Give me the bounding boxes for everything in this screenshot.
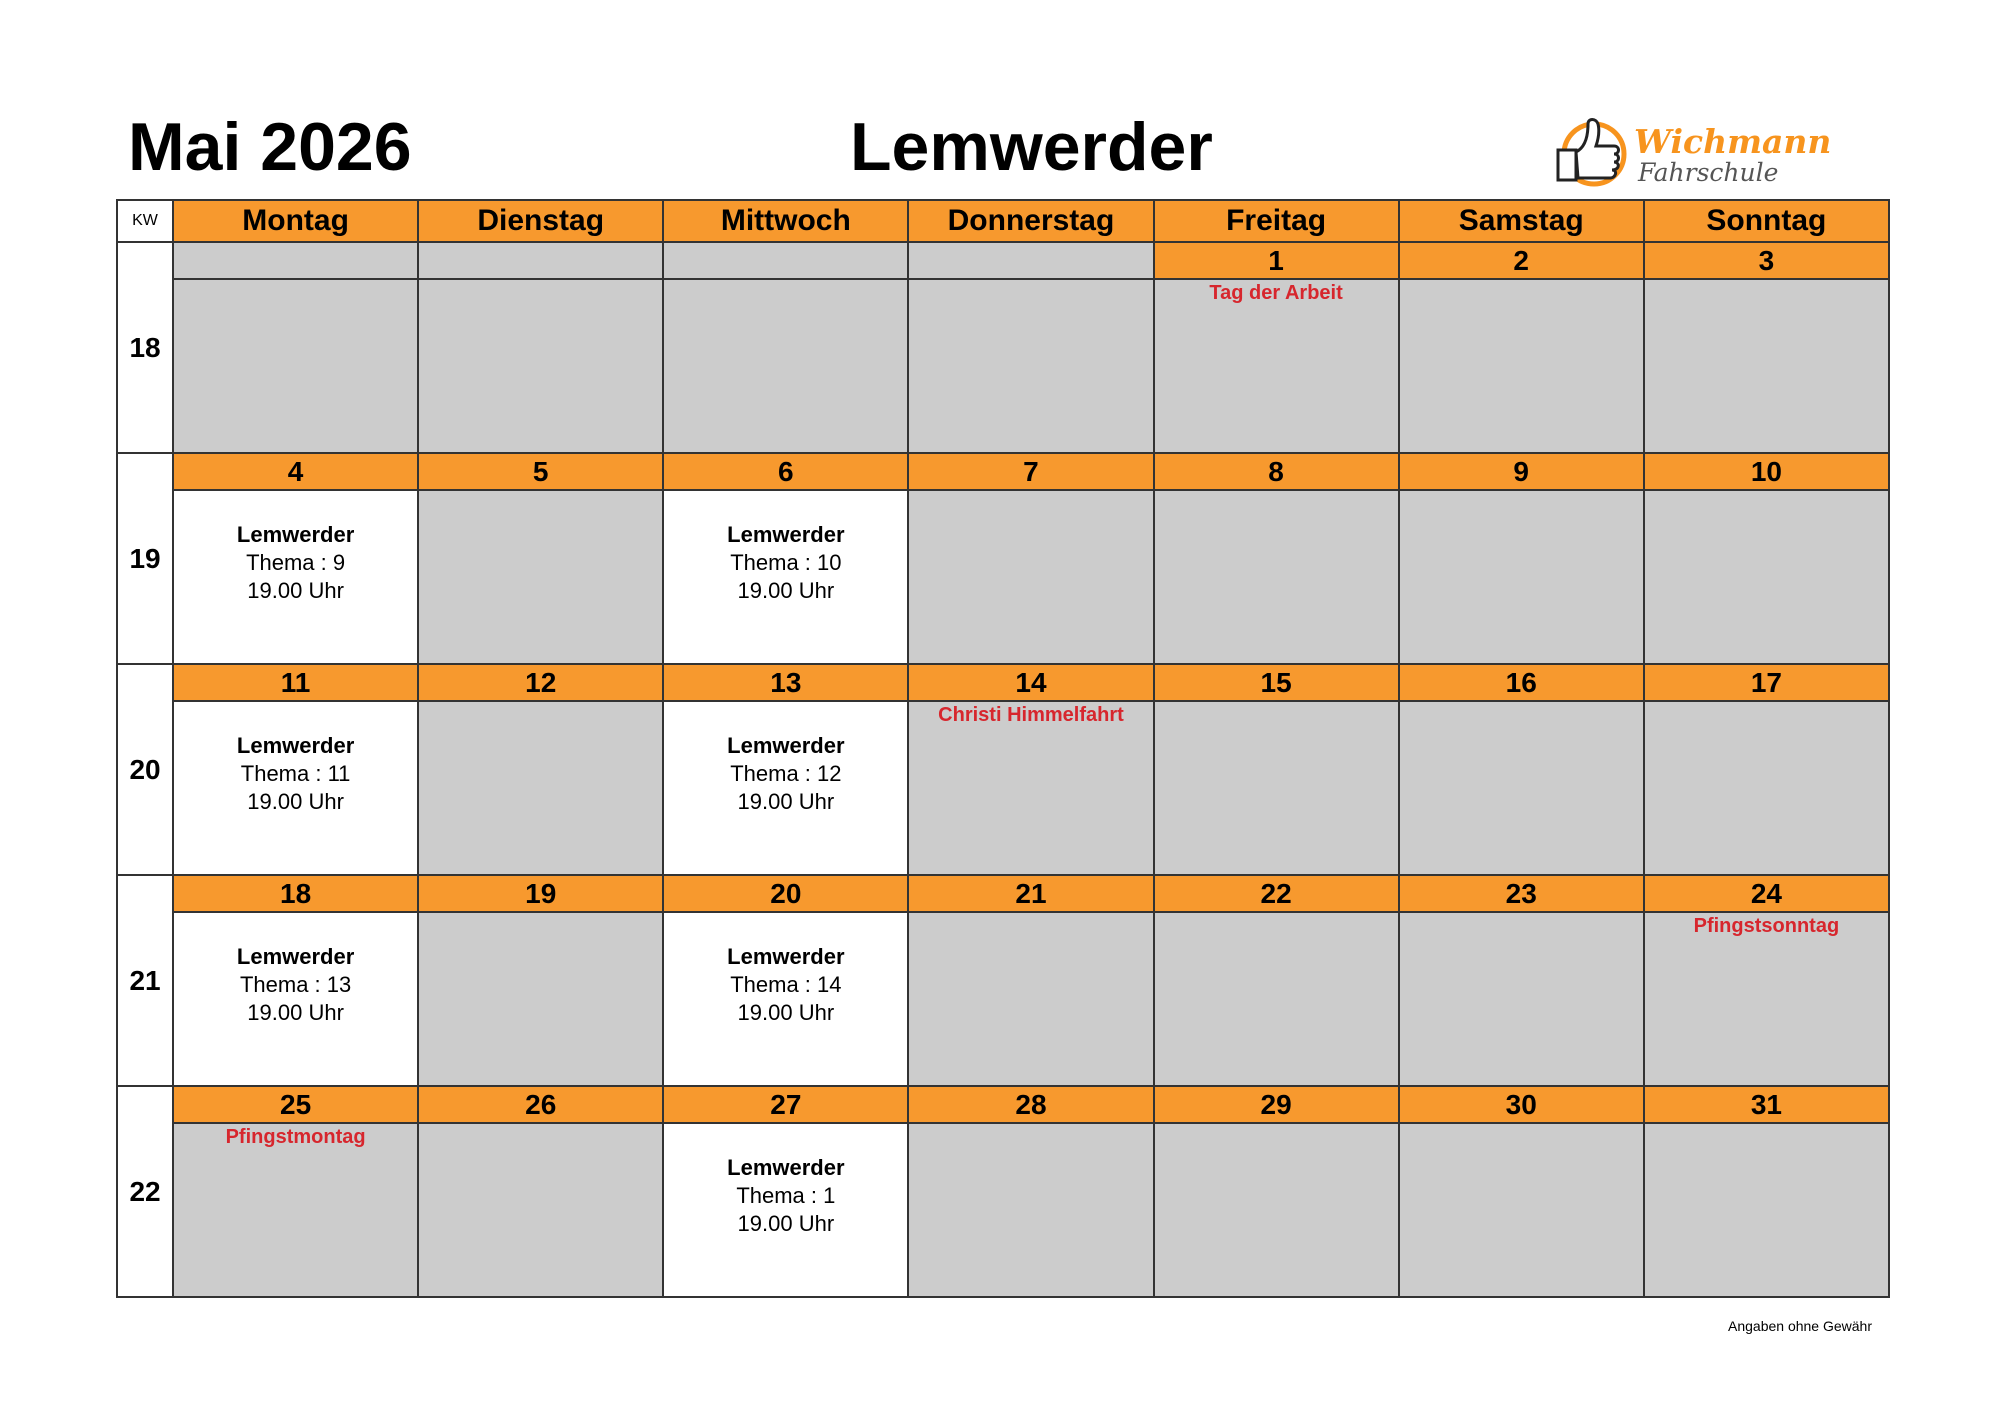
day-cell — [173, 1123, 418, 1297]
date-number: 28 — [908, 1086, 1153, 1123]
week-number: 20 — [117, 664, 173, 875]
date-number — [908, 242, 1153, 279]
location-title: Lemwerder — [850, 109, 1213, 185]
date-number: 4 — [173, 453, 418, 490]
date-number: 25 — [173, 1086, 418, 1123]
date-number: 10 — [1644, 453, 1889, 490]
month-title: Mai 2026 — [128, 109, 412, 185]
day-cell — [908, 701, 1153, 875]
event-topic: Thema : 9 — [246, 550, 346, 575]
date-number: 19 — [418, 875, 663, 912]
day-cell — [1644, 279, 1889, 453]
event-time: 19.00 Uhr — [737, 578, 835, 603]
date-number: 17 — [1644, 664, 1889, 701]
day-cell — [1154, 490, 1399, 664]
weekday-header: Dienstag — [418, 200, 663, 242]
lesson-event — [174, 943, 417, 1027]
date-number: 26 — [418, 1086, 663, 1123]
kw-header: KW — [117, 200, 173, 242]
day-cell — [418, 490, 663, 664]
day-content-row — [117, 490, 1889, 664]
event-location: Lemwerder — [727, 733, 845, 758]
day-cell — [1399, 701, 1644, 875]
date-number: 27 — [663, 1086, 908, 1123]
date-number: 20 — [663, 875, 908, 912]
date-row — [117, 1086, 1889, 1123]
event-location: Lemwerder — [236, 944, 355, 969]
day-cell — [1154, 279, 1399, 453]
date-number: 29 — [1154, 1086, 1399, 1123]
calendar — [116, 199, 1890, 1314]
date-number: 21 — [908, 875, 1153, 912]
event-time: 19.00 Uhr — [737, 1211, 835, 1236]
day-cell — [663, 701, 908, 875]
event-topic: Thema : 13 — [239, 972, 352, 997]
week-number: 22 — [117, 1086, 173, 1297]
event-time: 19.00 Uhr — [247, 789, 344, 814]
date-number — [663, 242, 908, 279]
lesson-event — [664, 943, 907, 1027]
day-cell — [418, 1123, 663, 1297]
date-number — [418, 242, 663, 279]
date-number: 30 — [1399, 1086, 1644, 1123]
event-topic: Thema : 11 — [240, 761, 351, 786]
date-number: 2 — [1399, 242, 1644, 279]
day-cell — [173, 912, 418, 1086]
date-number: 11 — [173, 664, 418, 701]
logo-name: Wichmann — [1634, 122, 1832, 161]
date-number: 31 — [1644, 1086, 1889, 1123]
day-cell — [1644, 701, 1889, 875]
weekday-header: Montag — [173, 200, 418, 242]
day-content-row — [117, 912, 1889, 1086]
weekday-header-row — [117, 200, 1889, 242]
holiday-label: Pfingstmontag — [225, 1126, 366, 1148]
day-cell — [908, 490, 1153, 664]
lesson-event — [174, 732, 417, 816]
date-row — [117, 453, 1889, 490]
event-topic: Thema : 1 — [736, 1183, 836, 1208]
day-cell — [1399, 279, 1644, 453]
date-number: 5 — [418, 453, 663, 490]
event-location: Lemwerder — [236, 733, 355, 758]
event-time: 19.00 Uhr — [737, 1000, 835, 1025]
thumbs-up-icon — [1548, 110, 1628, 188]
date-number: 9 — [1399, 453, 1644, 490]
week-number: 19 — [117, 453, 173, 664]
weekday-header: Mittwoch — [663, 200, 908, 242]
day-cell — [1154, 1123, 1399, 1297]
day-cell — [1154, 912, 1399, 1086]
date-number: 12 — [418, 664, 663, 701]
weekday-header: Freitag — [1154, 200, 1399, 242]
weekday-header: Samstag — [1399, 200, 1644, 242]
date-row — [117, 664, 1889, 701]
date-number: 3 — [1644, 242, 1889, 279]
lesson-event — [664, 732, 907, 816]
disclaimer: Angaben ohne Gewähr — [1728, 1318, 1872, 1334]
weekday-header: Sonntag — [1644, 200, 1889, 242]
event-time: 19.00 Uhr — [247, 578, 344, 603]
holiday-label: Christi Himmelfahrt — [938, 704, 1124, 726]
week-number: 21 — [117, 875, 173, 1086]
logo-subtitle: Fahrschule — [1638, 158, 1779, 187]
weekday-header: Donnerstag — [908, 200, 1153, 242]
day-cell — [1399, 490, 1644, 664]
event-location: Lemwerder — [727, 944, 845, 969]
day-cell — [1644, 912, 1889, 1086]
day-cell — [908, 912, 1153, 1086]
event-topic: Thema : 14 — [730, 972, 842, 997]
date-number — [173, 242, 418, 279]
date-number: 8 — [1154, 453, 1399, 490]
day-content-row — [117, 701, 1889, 875]
date-number: 1 — [1154, 242, 1399, 279]
event-location: Lemwerder — [727, 1155, 845, 1180]
day-content-row — [117, 279, 1889, 453]
event-location: Lemwerder — [727, 522, 845, 547]
logo — [1548, 110, 1868, 190]
date-number: 24 — [1644, 875, 1889, 912]
day-cell — [908, 1123, 1153, 1297]
day-cell — [1644, 490, 1889, 664]
date-number: 16 — [1399, 664, 1644, 701]
lesson-event — [664, 521, 907, 605]
lesson-event — [664, 1154, 907, 1238]
day-cell — [418, 912, 663, 1086]
day-cell — [663, 279, 908, 453]
date-number: 15 — [1154, 664, 1399, 701]
lesson-event — [174, 521, 417, 605]
date-number: 22 — [1154, 875, 1399, 912]
day-cell — [908, 279, 1153, 453]
event-time: 19.00 Uhr — [737, 789, 835, 814]
event-topic: Thema : 12 — [730, 761, 842, 786]
day-cell — [663, 912, 908, 1086]
day-cell — [1154, 701, 1399, 875]
date-number: 18 — [173, 875, 418, 912]
date-row — [117, 875, 1889, 912]
holiday-label: Tag der Arbeit — [1209, 282, 1343, 304]
day-cell — [663, 1123, 908, 1297]
holiday-label: Pfingstsonntag — [1693, 915, 1840, 937]
day-content-row — [117, 1123, 1889, 1297]
day-cell — [173, 490, 418, 664]
date-number: 14 — [908, 664, 1153, 701]
day-cell — [1399, 1123, 1644, 1297]
date-number: 13 — [663, 664, 908, 701]
date-number: 7 — [908, 453, 1153, 490]
event-topic: Thema : 10 — [730, 550, 842, 575]
day-cell — [418, 279, 663, 453]
event-location: Lemwerder — [236, 522, 355, 547]
day-cell — [173, 701, 418, 875]
date-number: 23 — [1399, 875, 1644, 912]
calendar-table — [116, 199, 1890, 1298]
day-cell — [663, 490, 908, 664]
date-number: 6 — [663, 453, 908, 490]
day-cell — [173, 279, 418, 453]
date-row — [117, 242, 1889, 279]
day-cell — [1644, 1123, 1889, 1297]
day-cell — [418, 701, 663, 875]
week-number: 18 — [117, 242, 173, 453]
day-cell — [1399, 912, 1644, 1086]
event-time: 19.00 Uhr — [247, 1000, 344, 1025]
